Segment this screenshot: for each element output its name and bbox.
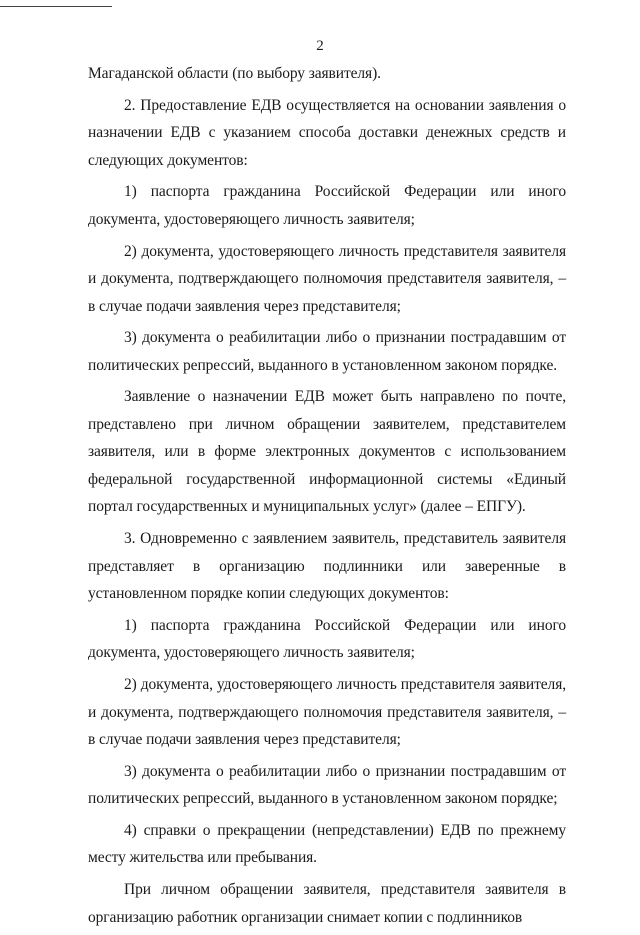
paragraph: При личном обращении заявителя, представителя заявителя в организацию работник организации снимает копии с подлинников xyxy=(88,881,566,926)
paragraph: Заявление о назначении ЕДВ может быть направлено по почте, представлено при личном обращении заявителем, представителем заявителя, или в форме электронных документов с использованием федеральной государственной информационной системы «Единый портал государственных и муниципальных услуг» (далее – ЕПГУ). xyxy=(88,388,566,516)
paragraph: 1) паспорта гражданина Российской Федерации или иного документа, удостоверяющего личность заявителя; xyxy=(88,616,566,662)
paragraph: 1) паспорта гражданина Российской Федерации или иного документа, удостоверяющего личность заявителя; xyxy=(88,183,566,228)
paragraph: 3) документа о реабилитации либо о признании пострадавшим от политических репрессий, выданного в установленном законом порядке; xyxy=(88,762,566,808)
page-number: 2 xyxy=(316,38,324,54)
paragraph: 2. Предоставление ЕДВ осуществляется на основании заявления о назначении ЕДВ с указанием способа доставки денежных средств и следующих документов: xyxy=(88,96,566,169)
paragraph: 2) документа, удостоверяющего личность представителя заявителя, и документа, подтверждающего полномочия представителя заявителя, – в случае подачи заявления через представителя; xyxy=(88,676,566,748)
corner-rule xyxy=(0,6,112,7)
document-body xyxy=(88,60,566,935)
paragraph: Магаданской области (по выбору заявителя). xyxy=(88,65,381,82)
paragraph: 2) документа, удостоверяющего личность представителя заявителя и документа, подтверждающего полномочия представителя заявителя, – в случае подачи заявления через представителя; xyxy=(88,242,566,315)
paragraph: 3) документа о реабилитации либо о признании пострадавшим от политических репрессий, выданного в установленном законом порядке. xyxy=(88,329,566,374)
paragraph: 4) справки о прекращении (непредставлении) ЕДВ по прежнему месту жительства или пребывания. xyxy=(88,821,566,867)
paragraph: 3. Одновременно с заявлением заявитель, представитель заявителя представляет в организацию подлинники или заверенные в установленном порядке копии следующих документов: xyxy=(88,530,566,603)
